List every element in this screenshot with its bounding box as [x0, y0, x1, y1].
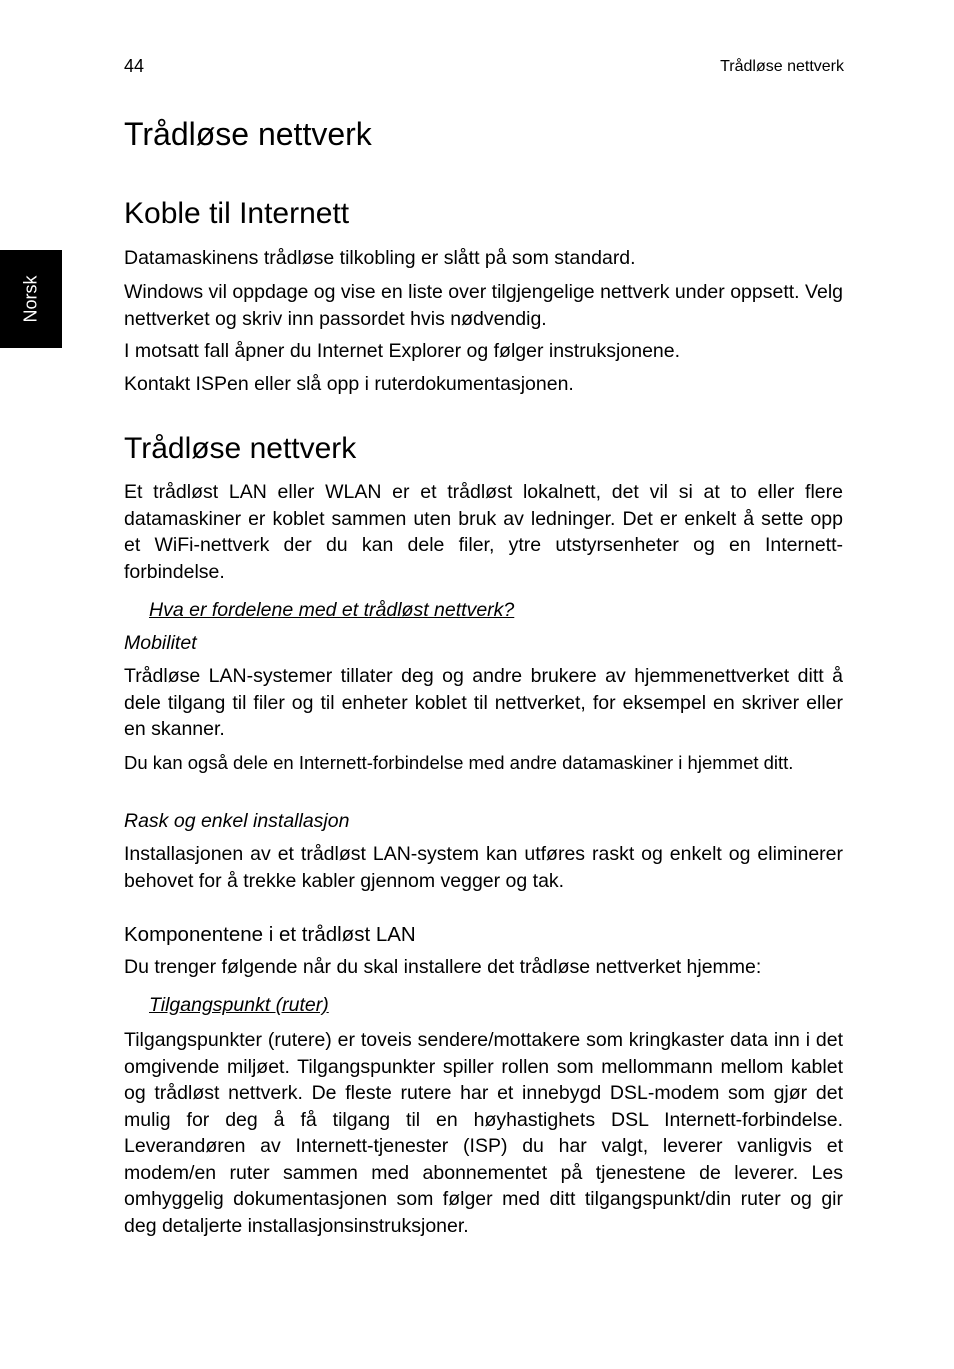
paragraph: Tilgangspunkter (rutere) er toveis sendere/mottakere som kringkaster data inn i det omgivende miljøet. Tilgangspunkter spiller rollen som mellommann mellom kablet og trådløst nettverk. De fleste rutere har et innebygd DSL-modem som gjør det mulig for deg å få tilgang til en høyhastighets DSL Internett-forbindelse. Leverandøren av Internett-tjenester (ISP) du har valgt, leverer vanligvis et modem/en ruter sammen med abonnementet på tjenestene de leverer. Les omhyggelig dokumentasjonen som følger med ditt tilgangspunkt/din ruter og gir deg detaljerte installasjonsinstruksjoner. — [124, 1029, 843, 1237]
paragraph: Installasjonen av et trådløst LAN-system kan utføres raskt og enkelt og eliminerer behovet for å trekke kabler gjennom vegger og tak. — [124, 843, 843, 892]
paragraph: Du trenger følgende når du skal installere det trådløse nettverket hjemme: — [124, 956, 762, 978]
paragraph: Et trådløst LAN eller WLAN er et trådløst lokalnett, det vil si at to eller flere datamaskiner er koblet sammen uten bruk av ledninger. Det er enkelt å sette opp et WiFi-nettverk der du kan dele filer, ytre utstyrsenheter og en Internett-forbindelse. — [124, 481, 843, 583]
running-header-title: Trådløse nettverk — [720, 58, 844, 75]
subheading-benefits: Hva er fordelene med et trådløst nettverk? — [149, 599, 515, 621]
paragraph: Datamaskinens trådløse tilkobling er slått på som standard. — [124, 247, 636, 269]
chapter-title: Trådløse nettverk — [124, 116, 372, 152]
language-side-tab — [0, 250, 62, 348]
subheading-access-point: Tilgangspunkt (ruter) — [149, 994, 329, 1016]
section-heading-components: Komponentene i et trådløst LAN — [124, 923, 416, 946]
subheading-installation: Rask og enkel installasjon — [124, 810, 350, 832]
language-tab-label: Norsk — [20, 275, 41, 323]
paragraph: Kontakt ISPen eller slå opp i ruterdokumentasjonen. — [124, 373, 574, 395]
section-heading-wireless: Trådløse nettverk — [124, 432, 357, 465]
paragraph: Du kan også dele en Internett-forbindelse med andre datamaskiner i hjemmet ditt. — [124, 752, 794, 773]
section-heading-connect: Koble til Internett — [124, 197, 350, 230]
paragraph: Windows vil oppdage og vise en liste over tilgjengelige nettverk under oppsett. Velg nettverket og skriv inn passordet hvis nødvendig. — [124, 281, 843, 330]
subheading-mobility: Mobilitet — [124, 632, 197, 654]
paragraph: Trådløse LAN-systemer tillater deg og andre brukere av hjemmenettverket ditt å dele tilgang til filer og til enheter koblet til nettverket, for eksempel en skriver eller en skanner. — [124, 665, 843, 740]
page-number: 44 — [124, 56, 145, 76]
paragraph: I motsatt fall åpner du Internet Explorer og følger instruksjonene. — [124, 340, 681, 362]
